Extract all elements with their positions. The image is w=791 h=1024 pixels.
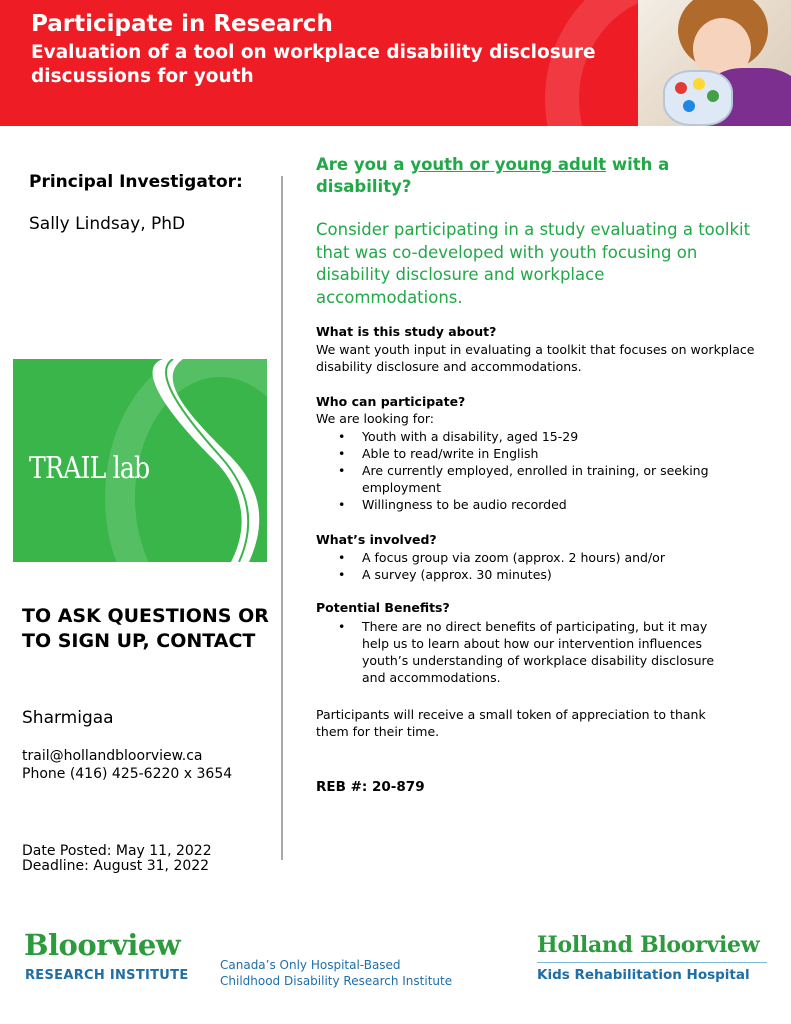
intro-consider: Consider participating in a study evaluating a toolkit that was co-developed with youth focusing on disability disclosure and workplace accommodations. — [316, 220, 751, 307]
investigator-label: Principal Investigator: — [29, 172, 243, 192]
date-posted: Date Posted: May 11, 2022 — [22, 843, 212, 859]
involved-heading: What’s involved? — [316, 532, 437, 547]
participate-intro: We are looking for: — [316, 411, 434, 426]
list-item: • A focus group via zoom (approx. 2 hours) and/or — [316, 549, 736, 566]
logo-text: TRAIL lab — [29, 451, 150, 486]
trail-lab-logo — [13, 359, 267, 562]
header-banner — [0, 0, 791, 126]
about-heading: What is this study about? — [316, 324, 497, 339]
column-divider — [281, 176, 283, 860]
deadline: Deadline: August 31, 2022 — [22, 858, 210, 874]
participate-heading: Who can participate? — [316, 394, 466, 409]
child-photo — [638, 0, 791, 126]
logo-divider-line — [537, 962, 767, 963]
investigator-name: Sally Lindsay, PhD — [29, 214, 186, 234]
bloorview-logo-wordmark: Bloorview — [24, 928, 181, 962]
page-subtitle: Evaluation of a tool on workplace disability disclosure discussions for youth — [31, 42, 596, 87]
list-item: • Youth with a disability, aged 15-29 — [316, 428, 736, 445]
list-item: • Willingness to be audio recorded — [316, 496, 736, 513]
holland-bloorview-logo-wordmark: Holland Bloorview — [537, 932, 760, 958]
intro-question: Are you a youth or young adult with a disability? — [316, 155, 670, 196]
list-item: • Are currently employed, enrolled in training, or seeking employment — [316, 462, 736, 496]
page-title: Participate in Research — [31, 11, 333, 37]
benefits-heading: Potential Benefits? — [316, 600, 450, 615]
contact-email-link[interactable]: trail@hollandbloorview.ca — [22, 748, 203, 764]
involved-list — [316, 549, 736, 583]
list-item: • A survey (approx. 30 minutes) — [316, 566, 736, 583]
benefits-list — [316, 618, 736, 686]
reb-number: REB #: 20-879 — [316, 779, 425, 795]
about-text: We want youth input in evaluating a toolkit that focuses on workplace disability disclosure and accommodations. — [316, 342, 755, 374]
footer-tagline: Canada’s Only Hospital-Based Childhood Disability Research Institute — [220, 958, 453, 988]
contact-heading: TO ASK QUESTIONS OR TO SIGN UP, CONTACT — [22, 605, 269, 652]
research-institute-label: RESEARCH INSTITUTE — [25, 968, 189, 983]
question-underlined: youth or young adult — [410, 155, 607, 174]
participate-list — [316, 428, 736, 513]
kids-rehab-label: Kids Rehabilitation Hospital — [537, 967, 750, 983]
list-item: • There are no direct benefits of participating, but it may help us to learn about how our intervention influences youth’s understanding of workplace disability disclosure and accommodations. — [316, 618, 736, 686]
contact-phone: Phone (416) 425-6220 x 3654 — [22, 766, 233, 782]
contact-name: Sharmigaa — [22, 708, 114, 728]
list-item: • Able to read/write in English — [316, 445, 736, 462]
token-text: Participants will receive a small token of appreciation to thank them for their time. — [316, 707, 706, 739]
